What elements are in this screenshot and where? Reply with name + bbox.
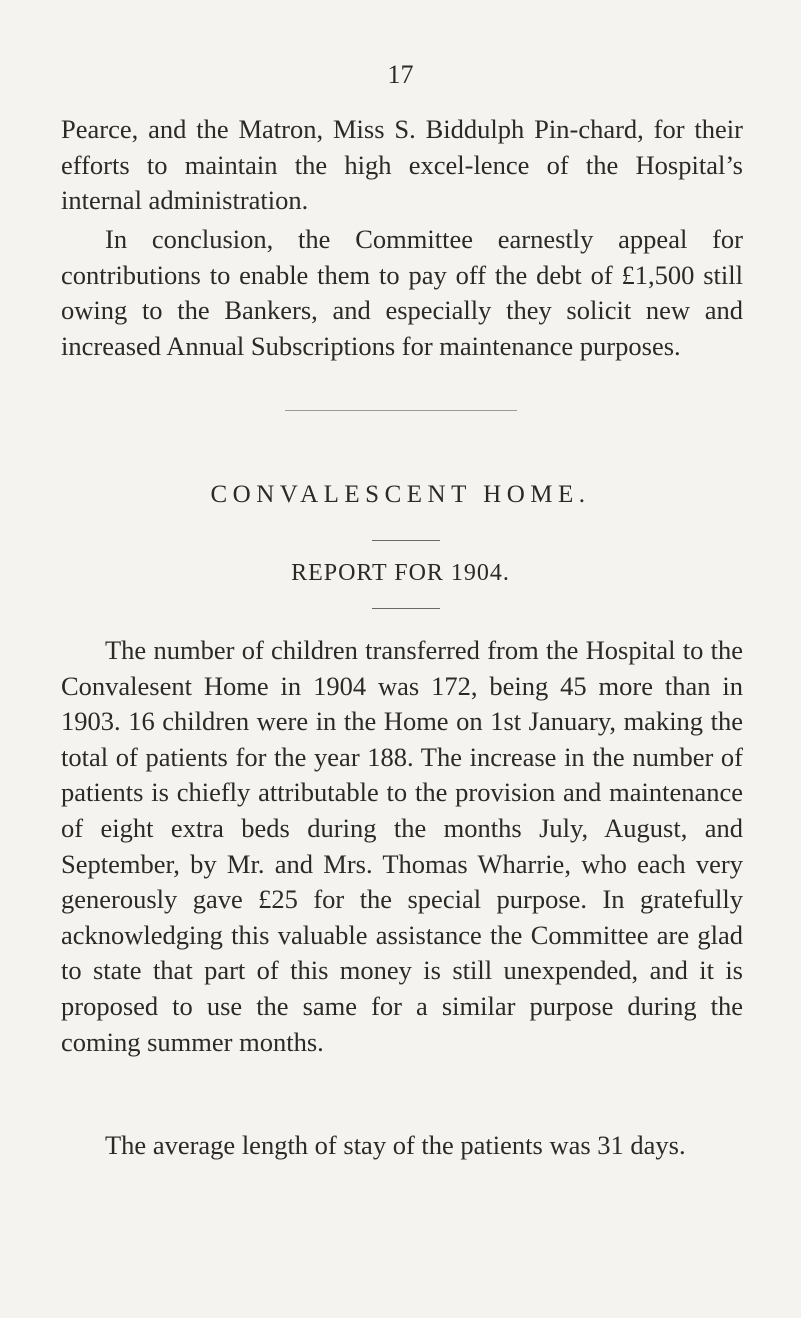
section-subtitle: REPORT FOR 1904. (291, 560, 510, 586)
section-divider (285, 410, 517, 411)
paragraph-staff-thanks: Pearce, and the Matron, Miss S. Biddulph Pin-chard, for their efforts to maintain the high excel-lence of the Hospital’s internal administration. (61, 114, 743, 216)
paragraph-report-body: The number of children transferred from the Hospital to the Convalesent Home in 1904 was 172, being 45 more than in 1903. 16 children were in the Home on 1st January, making the total of patients for the year 188. The increase in the number of patients is chiefly attributable to the provision and maintenance of eight extra beds during the months July, August, and September, by Mr. and Mrs. Thomas Wharrie, who each very generously gave £25 for the special purpose. In gratefully acknowledging this valuable assistance the Committee are glad to state that part of this money is still unexpended, and it is proposed to use the same for a similar purpose during the coming summer months. (61, 635, 743, 1057)
section-title: CONVALESCENT HOME. (210, 481, 591, 508)
title-underline (372, 540, 440, 541)
subtitle-underline (372, 608, 440, 609)
paragraph-appeal: In conclusion, the Committee earnestly appeal for contributions to enable them to pay off the debt of £1,500 still owing to the Bankers, and especially they solicit new and increased Annual Subscriptions for maintenance purposes. (61, 224, 743, 361)
paragraph-average-stay: The average length of stay of the patients was 31 days. (105, 1130, 686, 1160)
page-number: 17 (387, 60, 414, 89)
